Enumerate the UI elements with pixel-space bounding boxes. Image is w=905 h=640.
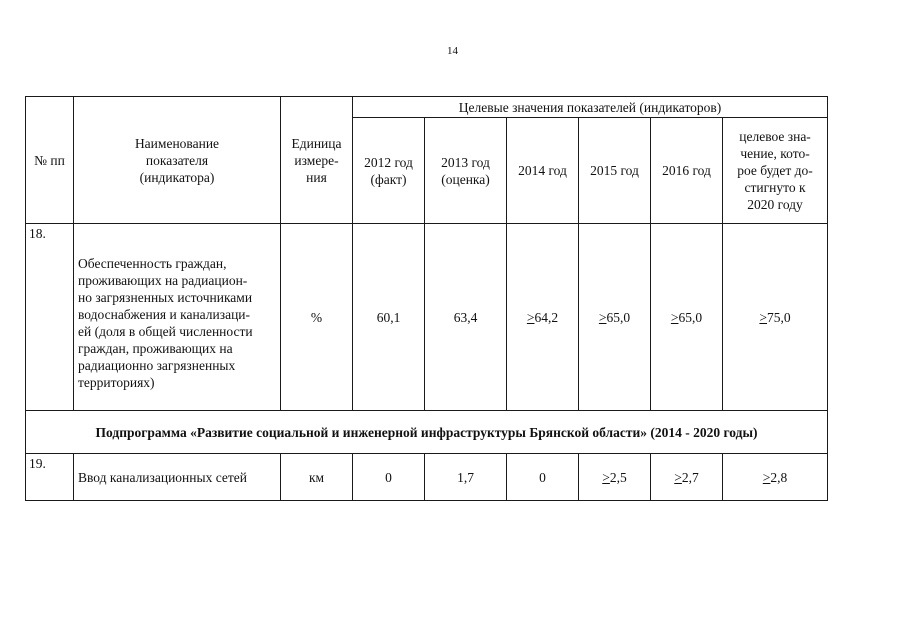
ge-sign: > bbox=[598, 309, 607, 325]
header-target-2020: целевое зна- чение, кото- рое будет до- стигнуто к 2020 году bbox=[723, 118, 828, 224]
header-2015: 2015 год bbox=[579, 118, 651, 224]
value-2013: 63,4 bbox=[425, 224, 507, 411]
table-row bbox=[26, 224, 828, 411]
unit-cell: км bbox=[281, 454, 353, 501]
value-2015: >2,5 bbox=[579, 454, 651, 501]
ge-sign: > bbox=[526, 309, 535, 325]
value-target-2020: >75,0 bbox=[723, 224, 828, 411]
indicator-name: Обеспеченность граждан, проживающих на радиацион- но загрязненных источниками водоснабжения и канализаци- ей (доля в общей численности граждан, проживающих на радиационно загрязненных территориях) bbox=[74, 224, 281, 411]
ge-sign: > bbox=[759, 309, 768, 325]
value-2012: 60,1 bbox=[353, 224, 425, 411]
header-2014: 2014 год bbox=[507, 118, 579, 224]
indicator-name: Ввод канализационных сетей bbox=[74, 454, 281, 501]
value-target-2020: >2,8 bbox=[723, 454, 828, 501]
ge-sign: > bbox=[674, 469, 682, 485]
header-targets-group: Целевые значения показателей (индикаторов) bbox=[353, 97, 828, 118]
indicators-table bbox=[25, 96, 828, 501]
row-number: 19. bbox=[26, 454, 74, 501]
value-2012: 0 bbox=[353, 454, 425, 501]
header-row bbox=[26, 97, 828, 118]
ge-sign: > bbox=[670, 309, 679, 325]
page-number: 14 bbox=[447, 45, 458, 57]
value-2016: >65,0 bbox=[651, 224, 723, 411]
header-name: Наименование показателя (индикатора) bbox=[74, 97, 281, 224]
header-2012: 2012 год (факт) bbox=[353, 118, 425, 224]
header-2013: 2013 год (оценка) bbox=[425, 118, 507, 224]
row-number: 18. bbox=[26, 224, 74, 411]
header-num: № пп bbox=[26, 97, 74, 224]
value-2013: 1,7 bbox=[425, 454, 507, 501]
header-unit: Единица измере- ния bbox=[281, 97, 353, 224]
unit-cell: % bbox=[281, 224, 353, 411]
subprogram-title: Подпрограмма «Развитие социальной и инженерной инфраструктуры Брянской области» (2014 - 2020 годы) bbox=[26, 411, 828, 454]
value-2015: >65,0 bbox=[579, 224, 651, 411]
header-2016: 2016 год bbox=[651, 118, 723, 224]
value-2014: >64,2 bbox=[507, 224, 579, 411]
subprogram-row bbox=[26, 411, 828, 454]
value-2014: 0 bbox=[507, 454, 579, 501]
table-row bbox=[26, 454, 828, 501]
ge-sign: > bbox=[762, 469, 771, 485]
value-2016: >2,7 bbox=[651, 454, 723, 501]
ge-sign: > bbox=[602, 469, 610, 485]
